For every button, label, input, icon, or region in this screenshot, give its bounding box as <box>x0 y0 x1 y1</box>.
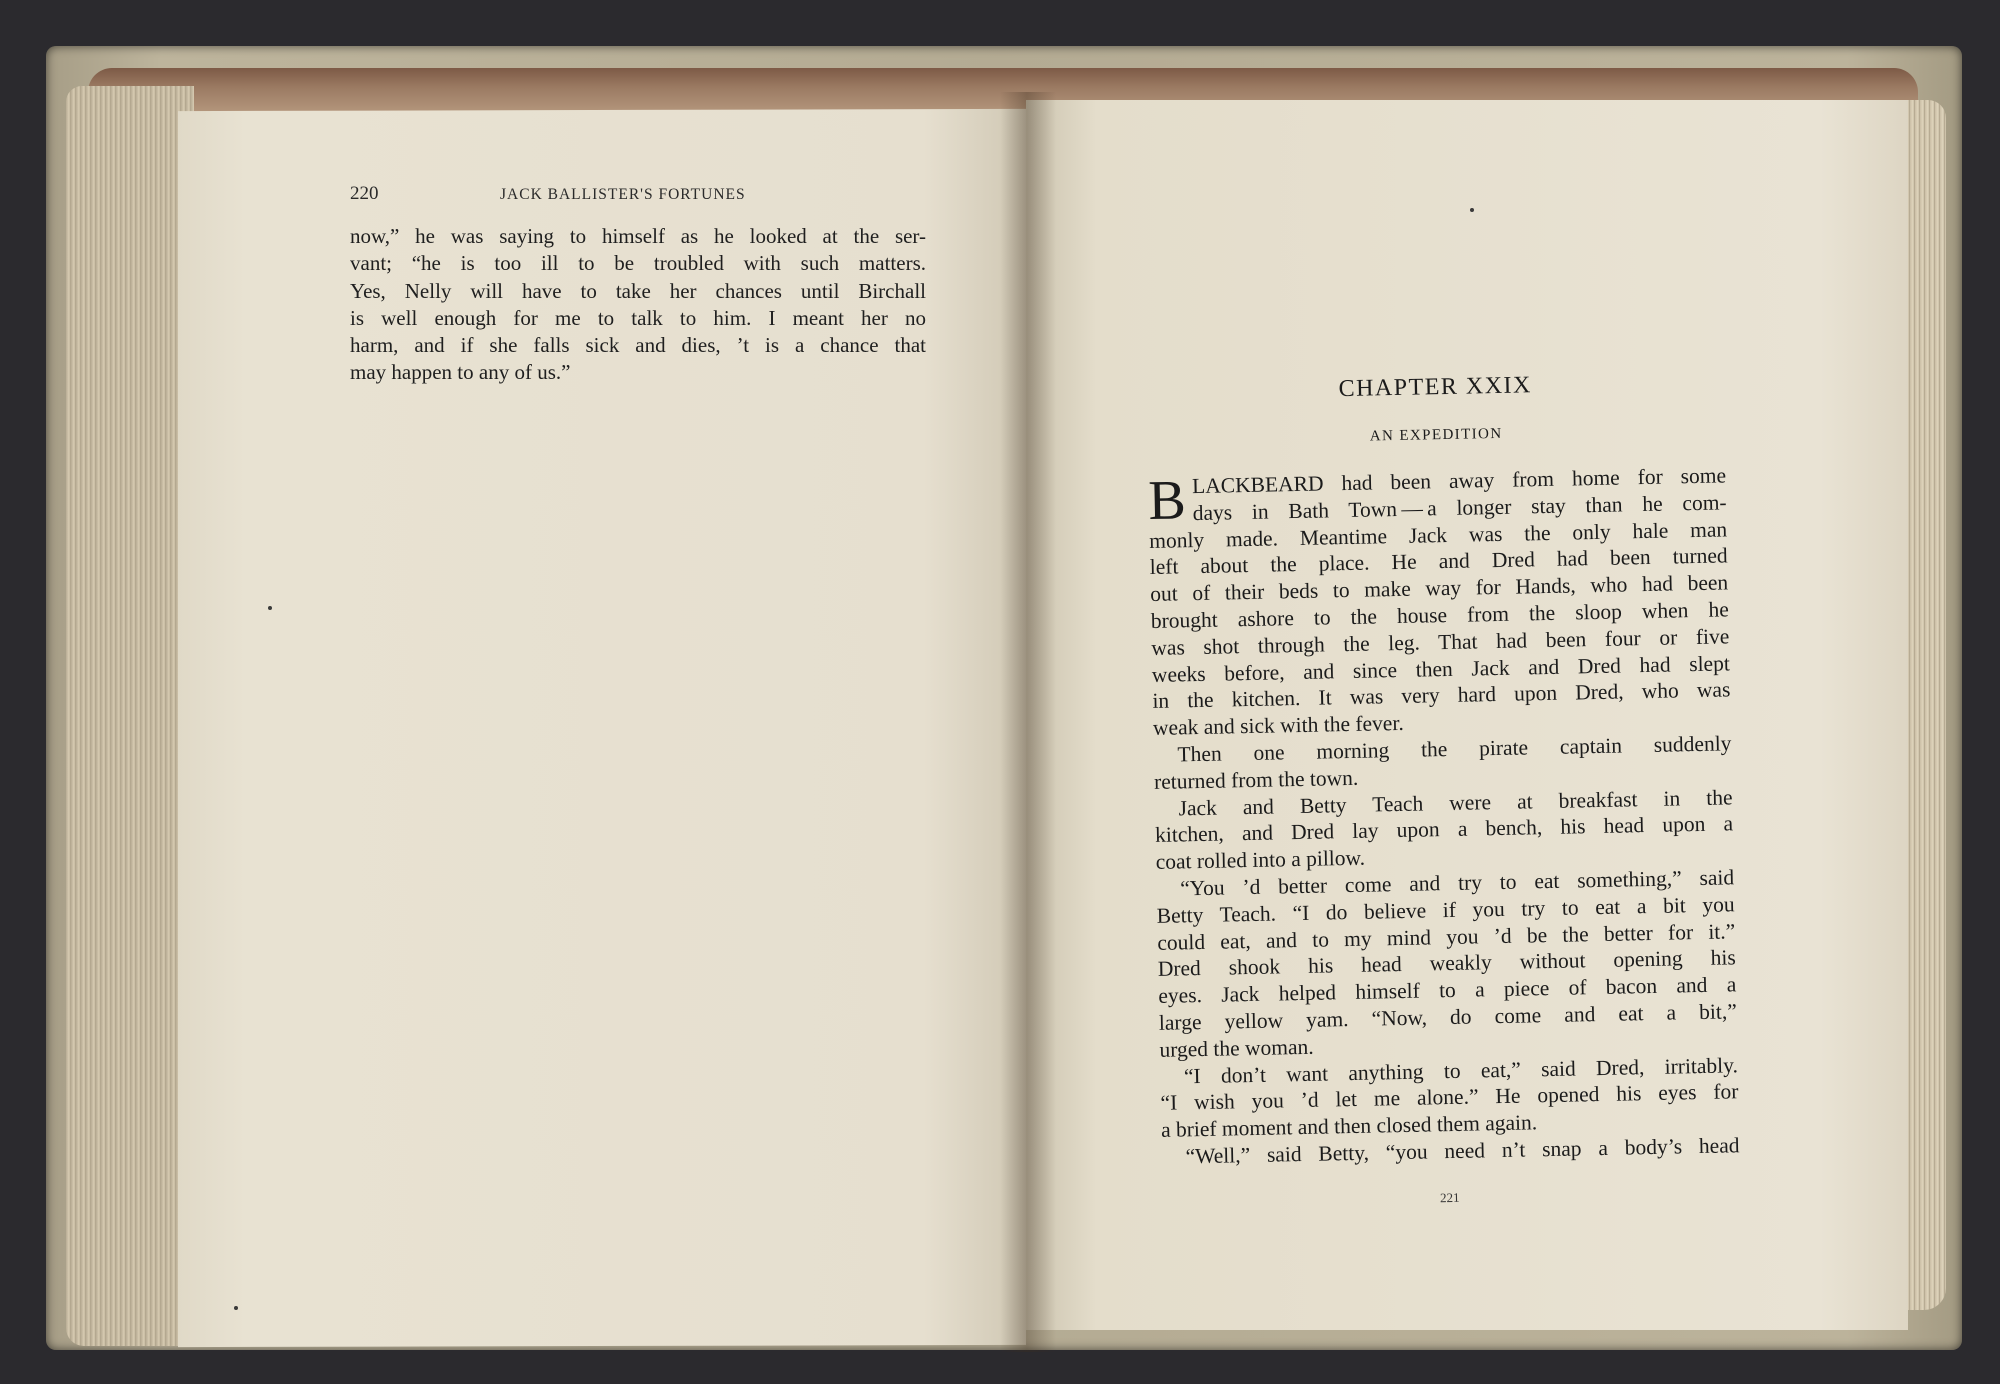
left-text-line: may happen to any of us.” <box>350 360 571 385</box>
left-text-line: Yes, Nelly will have to take her chances until Birchall <box>350 278 926 303</box>
right-page-text <box>1146 368 1740 1170</box>
body-line: Then one morning the pirate captain suddenly <box>1177 731 1732 767</box>
section-title: AN EXPEDITION <box>1369 425 1503 445</box>
body-line: returned from the town. <box>1153 765 1359 794</box>
body-line: days in Bath Town — a longer stay than he com- <box>1192 490 1727 525</box>
left-page-header <box>350 183 786 205</box>
left-text-line: harm, and if she falls sick and dies, ’t is a chance that <box>350 333 926 358</box>
body-line: Dred shook his head weakly without opening his <box>1157 945 1736 982</box>
left-page-number: 220 <box>350 183 379 204</box>
body-line: eyes. Jack helped himself to a piece of bacon and a <box>1158 972 1737 1009</box>
stray-mark <box>268 606 272 610</box>
body-line: urged the woman. <box>1159 1034 1314 1062</box>
page-edges-left <box>66 86 194 1346</box>
body-line: coat rolled into a pillow. <box>1155 845 1366 875</box>
body-line: in the kitchen. It was very hard upon Dred, who was <box>1152 677 1731 714</box>
body-line: weeks before, and since then Jack and Dred had slept <box>1151 650 1731 687</box>
body-line: weak and sick with the fever. <box>1152 711 1404 741</box>
body-line: “You ’d better come and try to eat something,” said <box>1179 865 1735 901</box>
body-line: a brief moment and then closed them again. <box>1160 1110 1538 1142</box>
left-page-text <box>350 223 926 387</box>
left-text-line: now,” he was saying to himself as he looked at the ser- <box>350 224 926 248</box>
body-line: “Well,” said Betty, “you need n’t snap a body’s head <box>1185 1133 1740 1169</box>
body-line: Betty Teach. “I do believe if you try to eat a bit you <box>1156 892 1735 928</box>
stray-mark <box>1470 208 1474 212</box>
drop-cap: B <box>1147 469 1187 532</box>
stray-mark <box>234 1306 238 1310</box>
body-line: Jack and Betty Teach were at breakfast in the <box>1178 784 1733 820</box>
body-line: monly made. Meantime Jack was the only hale man <box>1148 516 1728 553</box>
book-gutter <box>1000 92 1056 1352</box>
left-text-line: is well enough for me to talk to him. I meant her no <box>350 305 926 330</box>
body-line: was shot through the leg. That had been four or five <box>1151 624 1730 660</box>
body-line: “I don’t want anything to eat,” said Dred, irritably. <box>1183 1052 1739 1088</box>
chapter-title: CHAPTER XXIX <box>1338 372 1533 403</box>
body-line: out of their beds to make way for Hands, who had been <box>1150 570 1729 607</box>
chapter-body <box>1148 462 1740 1170</box>
body-line: could eat, and to my mind you ’d be the better for it.” <box>1157 918 1736 955</box>
body-line: brought ashore to the house from the sloop when he <box>1150 597 1729 633</box>
running-head: JACK BALLISTER'S FORTUNES <box>500 186 746 203</box>
right-page-number: 221 <box>1439 1189 1460 1206</box>
left-text-line: vant; “he is too ill to be troubled with such matters. <box>350 251 926 276</box>
body-line: large yellow yam. “Now, do come and eat a bit,” <box>1158 999 1738 1035</box>
body-line: kitchen, and Dred lay upon a bench, his head upon a <box>1154 811 1734 848</box>
body-line: left about the place. He and Dred had been turned <box>1149 543 1728 580</box>
body-line: LACKBEARD had been away from home for some <box>1191 463 1727 499</box>
body-line: “I wish you ’d let me alone.” He opened his eyes for <box>1160 1079 1739 1116</box>
